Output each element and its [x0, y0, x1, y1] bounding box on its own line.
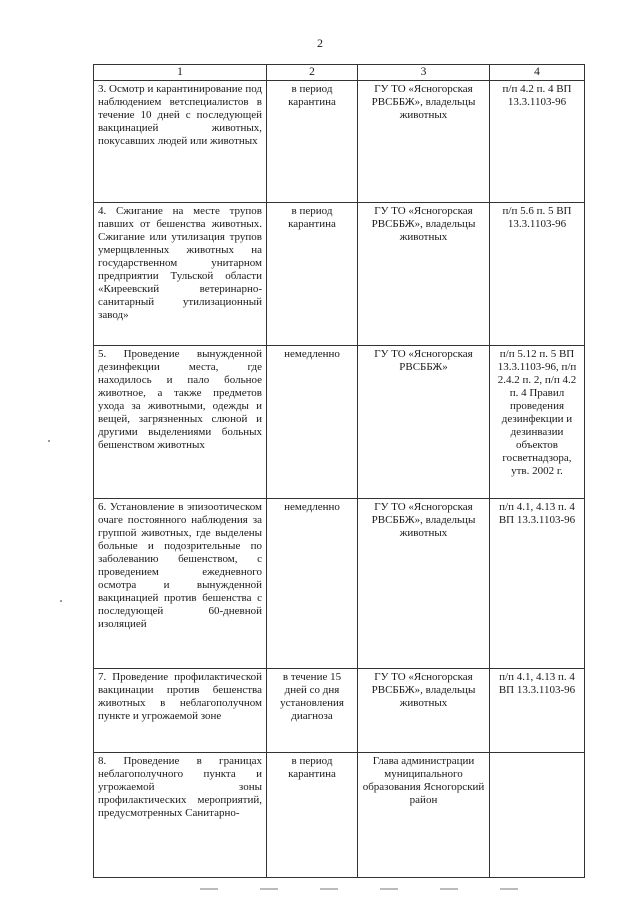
measure-cell: 3. Осмотр и карантинирование под наблюдением ветспециалистов в течение 10 дней с последующей вакцинацией животных, покусавших людей или животных — [94, 81, 267, 203]
scan-speck — [48, 440, 50, 442]
measure-cell: 7. Проведение профилактической вакцинации против бешенства животных в неблагополучном пункте и угрожаемой зоне — [94, 669, 267, 753]
page-number: 2 — [317, 36, 323, 50]
period-cell: немедленно — [267, 346, 358, 499]
column-header: 4 — [490, 65, 585, 81]
responsible-cell: ГУ ТО «Ясногорская РВСББЖ», владельцы животных — [358, 81, 490, 203]
measures-table — [93, 64, 585, 878]
measure-cell: 6. Установление в эпизоотическом очаге постоянного наблюдения за группой животных, где выделены больные и подозрительные по заболеванию бешенством, с проведением ежедневного осмотра и вынужденной вакцинацией против бешенства с последующей 60-дневной изоляцией — [94, 499, 267, 669]
basis-cell — [490, 753, 585, 878]
column-header: 2 — [267, 65, 358, 81]
basis-cell: п/п 5.12 п. 5 ВП 13.3.1103-96, п/п 2.4.2 п. 2, п/п 4.2 п. 4 Правил проведения дезинфекции и дезинвазии объектов госветнадзора, утв. 2002 г. — [490, 346, 585, 499]
basis-cell: п/п 5.6 п. 5 ВП 13.3.1103-96 — [490, 203, 585, 346]
table-row — [94, 81, 585, 203]
measure-cell: 8. Проведение в границах неблагополучного пункта и угрожаемой зоны профилактических мероприятий, предусмотренных Санитарно- — [94, 753, 267, 878]
measure-cell: 5. Проведение вынужденной дезинфекции места, где находилось и пало больное животное, а также предметов ухода за животными, одежды и вещей, загрязненных слюной и другими выделениями больных бешенством животных — [94, 346, 267, 499]
table-row — [94, 669, 585, 753]
scan-speck — [60, 600, 62, 602]
responsible-cell: Глава администрации муниципального образования Ясногорский район — [358, 753, 490, 878]
table-row — [94, 346, 585, 499]
period-cell: в период карантина — [267, 203, 358, 346]
period-cell: в течение 15 дней со дня установления диагноза — [267, 669, 358, 753]
column-header: 1 — [94, 65, 267, 81]
responsible-cell: ГУ ТО «Ясногорская РВСББЖ», владельцы животных — [358, 669, 490, 753]
period-cell: в период карантина — [267, 81, 358, 203]
period-cell: немедленно — [267, 499, 358, 669]
table-row — [94, 499, 585, 669]
table-header-row — [94, 65, 585, 81]
period-cell: в период карантина — [267, 753, 358, 878]
responsible-cell: ГУ ТО «Ясногорская РВСББЖ», владельцы животных — [358, 499, 490, 669]
measure-cell: 4. Сжигание на месте трупов павших от бешенства животных. Сжигание или утилизация трупов умерщвленных животных на государственном унитарном предприятии Тульской области «Киреевский ветеринарно-санитарный утилизационный завод» — [94, 203, 267, 346]
table-row — [94, 203, 585, 346]
column-header: 3 — [358, 65, 490, 81]
basis-cell: п/п 4.1, 4.13 п. 4 ВП 13.3.1103-96 — [490, 669, 585, 753]
basis-cell: п/п 4.2 п. 4 ВП 13.3.1103-96 — [490, 81, 585, 203]
responsible-cell: ГУ ТО «Ясногорская РВСББЖ» — [358, 346, 490, 499]
scan-smudges — [200, 888, 530, 890]
table-row — [94, 753, 585, 878]
responsible-cell: ГУ ТО «Ясногорская РВСББЖ», владельцы животных — [358, 203, 490, 346]
basis-cell: п/п 4.1, 4.13 п. 4 ВП 13.3.1103-96 — [490, 499, 585, 669]
